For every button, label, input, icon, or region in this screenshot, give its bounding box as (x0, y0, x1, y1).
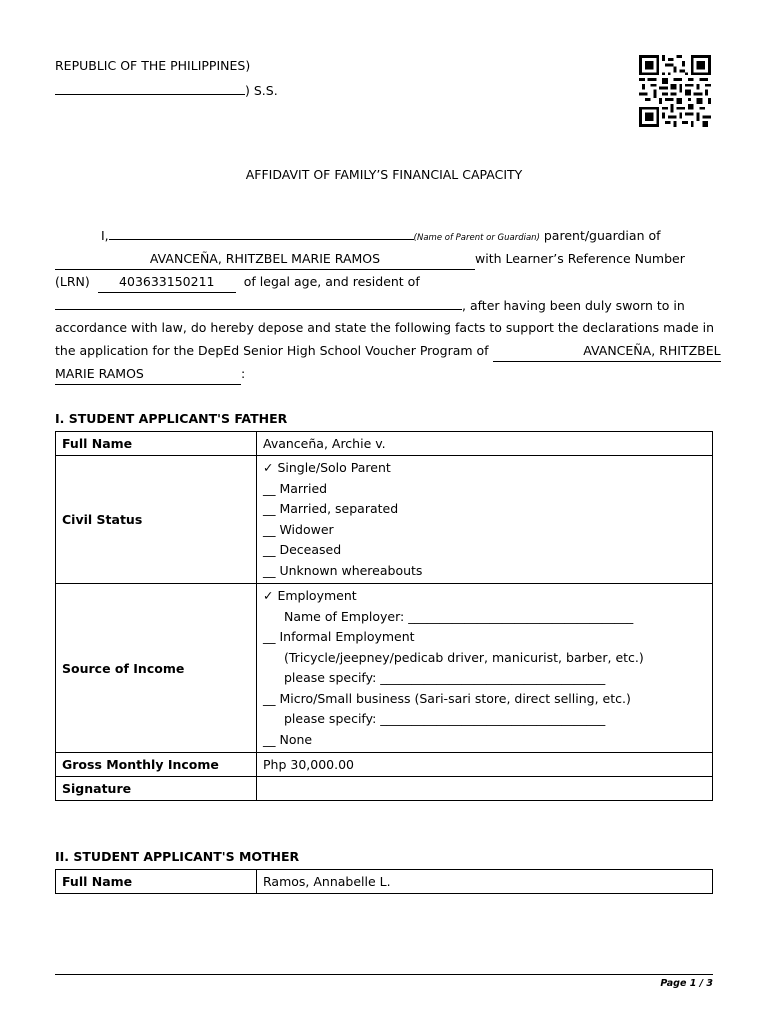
intro-line-5: accordance with law, do hereby depose and state the following facts to support the declarations made in (55, 320, 715, 335)
ss-blank (55, 80, 245, 95)
father-source-income-label: Source of Income (56, 584, 257, 753)
intro-line-2 (55, 249, 715, 269)
parent-hint: (Name of Parent or Guardian) (413, 233, 540, 243)
learner-name-field-3: MARIE RAMOS (55, 364, 241, 385)
legal-age-text: of legal age, and resident of (243, 274, 420, 289)
income-option: please specify: ____________________________________ (284, 670, 606, 685)
colon: : (241, 366, 246, 381)
civil-status-option: __ Married, separated (263, 501, 399, 516)
page-number: Page 1 / 3 (660, 978, 713, 989)
father-full-name-value: Avanceña, Archie v. (257, 432, 713, 456)
after-sworn-text: , after having been duly sworn to in (462, 298, 685, 313)
mother-full-name-value: Ramos, Annabelle L. (257, 870, 713, 894)
father-signature-field[interactable] (257, 777, 713, 801)
civil-status-option: __ Deceased (263, 542, 342, 557)
father-gross-income-label: Gross Monthly Income (56, 753, 257, 777)
with-lrn-text: with Learner’s Reference Number (475, 251, 685, 266)
father-source-income-row (56, 584, 713, 753)
father-signature-row (56, 777, 713, 801)
income-option: __ None (263, 731, 313, 747)
father-gross-income-value: Php 30,000.00 (257, 753, 713, 777)
learner-name-field: AVANCEÑA, RHITZBEL MARIE RAMOS (55, 249, 475, 270)
ss-text: ) S.S. (245, 83, 278, 98)
income-option: __ Micro/Small business (Sari-sari store, direct selling, etc.) (263, 690, 631, 706)
father-civil-status-options (257, 456, 713, 584)
ss-line (55, 80, 278, 98)
income-option: ✓ Employment (263, 588, 357, 603)
parent-guardian-of: parent/guardian of (543, 228, 661, 243)
mother-table (55, 869, 713, 894)
income-option: (Tricycle/jeepney/pedicab driver, manicurist, barber, etc.) (284, 649, 644, 665)
father-section-title: I. STUDENT APPLICANT'S FATHER (55, 411, 288, 426)
learner-name-field-2: AVANCEÑA, RHITZBEL (493, 341, 721, 362)
civil-status-option: __ Unknown whereabouts (263, 562, 423, 578)
voucher-program-text: the application for the DepEd Senior High School Voucher Program of (55, 343, 489, 358)
qr-code-icon (638, 55, 712, 127)
father-full-name-label: Full Name (56, 432, 257, 456)
republic-line (55, 58, 250, 73)
i-prefix: I, (101, 228, 109, 243)
father-signature-label: Signature (56, 777, 257, 801)
intro-line-1 (55, 226, 715, 246)
father-income-options (257, 584, 713, 753)
civil-status-option: __ Married (263, 480, 328, 496)
lrn-label: (LRN) (55, 274, 90, 289)
document-title: AFFIDAVIT OF FAMILY’S FINANCIAL CAPACITY (245, 167, 523, 182)
father-gross-income-row (56, 753, 713, 777)
civil-status-option: ✓ Single/Solo Parent (263, 460, 391, 475)
intro-line-7 (55, 364, 715, 384)
mother-full-name-row (56, 870, 713, 894)
income-option: Name of Employer: ____________________________________ (284, 608, 634, 624)
republic-text: REPUBLIC OF THE PHILIPPINES) (55, 58, 251, 73)
footer-rule (55, 974, 713, 975)
lrn-field: 403633150211 (98, 272, 236, 293)
father-full-name-row (56, 432, 713, 456)
intro-line-4 (55, 295, 715, 315)
parent-name-blank (109, 227, 414, 240)
income-option: __ Informal Employment (263, 629, 415, 644)
mother-full-name-label: Full Name (56, 870, 257, 894)
residence-blank (55, 295, 462, 310)
intro-line-3 (55, 272, 715, 292)
father-table (55, 431, 713, 801)
civil-status-option: __ Widower (263, 521, 334, 537)
father-civil-status-label: Civil Status (56, 456, 257, 584)
intro-line-6 (55, 341, 721, 361)
income-option: please specify: ____________________________________ (284, 711, 606, 726)
mother-section-title: II. STUDENT APPLICANT'S MOTHER (55, 849, 300, 864)
father-civil-status-row (56, 456, 713, 584)
